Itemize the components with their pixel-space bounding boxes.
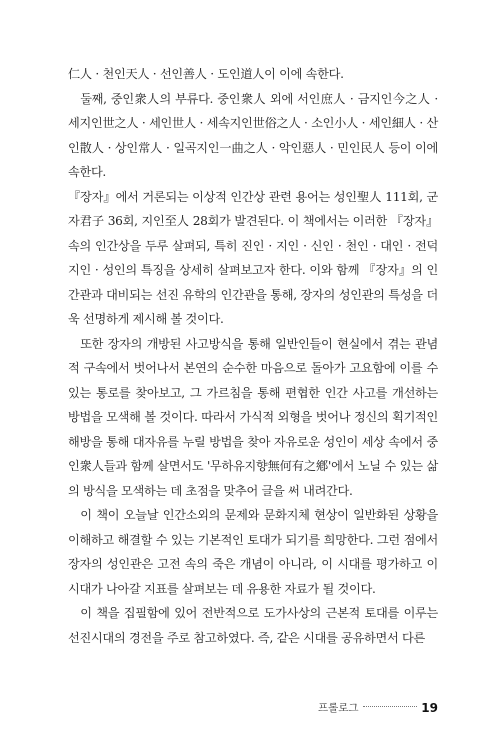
paragraph: 仁人 · 천인天人 · 선인善人 · 도인道人이 이에 속한다. xyxy=(68,67,344,81)
section-label: 프롤로그 xyxy=(318,702,359,714)
paragraph: 또한 장자의 개방된 사고방식을 통해 일반인들이 현실에서 겪는 관념적 구속에서 벗어나서 본연의 순수한 마음으로 돌아가 고요함에 이를 수 있는 통로를 찾아보고, 그 가르침을 통해 편협한 인간 사고를 개선하는 방법을 모색해 볼 것이다. 따라서 가식적 외형을 벗어나 정신의 획기적인 해방을 통해 대자유를 누릴 방법을 찾아 자유로운 성인이 세상 속에서 중인衆人들과 함께 살면서도 '무하유지향無何有之鄕'에서 노닐 수 있는 삶의 방식을 모색하는 데 초점을 맞추어 글을 써 내려간다. xyxy=(68,336,438,498)
body-text xyxy=(68,62,438,650)
paragraph: 이 책을 집필함에 있어 전반적으로 도가사상의 근본적 토대를 이루는 선진시대의 경전을 주로 참고하였다. 즉, 같은 시대를 공유하면서 다른 xyxy=(68,606,438,645)
page-number: 19 xyxy=(421,700,438,715)
paragraph: 이 책이 오늘날 인간소외의 문제와 문화지체 현상이 일반화된 상황을 이해하고 해결할 수 있는 기본적인 토대가 되기를 희망한다. 그런 점에서 장자의 성인관은 고전 속의 죽은 개념이 아니라, 이 시대를 평가하고 이 시대가 나아갈 지표를 살펴보는 데 유용한 자료가 될 것이다. xyxy=(68,508,438,596)
leader-dots xyxy=(363,705,418,707)
paragraph: 『장자』에서 거론되는 이상적 인간상 관련 용어는 성인聖人 111회, 군자君子 36회, 지인至人 28회가 발견된다. 이 책에서는 이러한 『장자』 속의 인간상을 두루 살펴되, 특히 진인 · 지인 · 신인 · 천인 · 대인 · 전덕지인 · 성인의 특징을 상세히 살펴보고자 한다. 이와 함께 『장자』의 인간관과 대비되는 선진 유학의 인간관을 통해, 장자의 성인관의 특성을 더욱 선명하게 제시해 볼 것이다. xyxy=(68,189,438,326)
paragraph: 둘째, 중인衆人의 부류다. 중인衆人 외에 서인庶人 · 금지인今之人 · 세지인世之人 · 세인世人 · 세속지인世俗之人 · 소인小人 · 세인細人 · 산인散人 · 상인常人 · 일곡지인一曲之人 · 악인惡人 · 민인民人 등이 이에 속한다. xyxy=(68,91,438,179)
page-footer xyxy=(318,700,438,715)
